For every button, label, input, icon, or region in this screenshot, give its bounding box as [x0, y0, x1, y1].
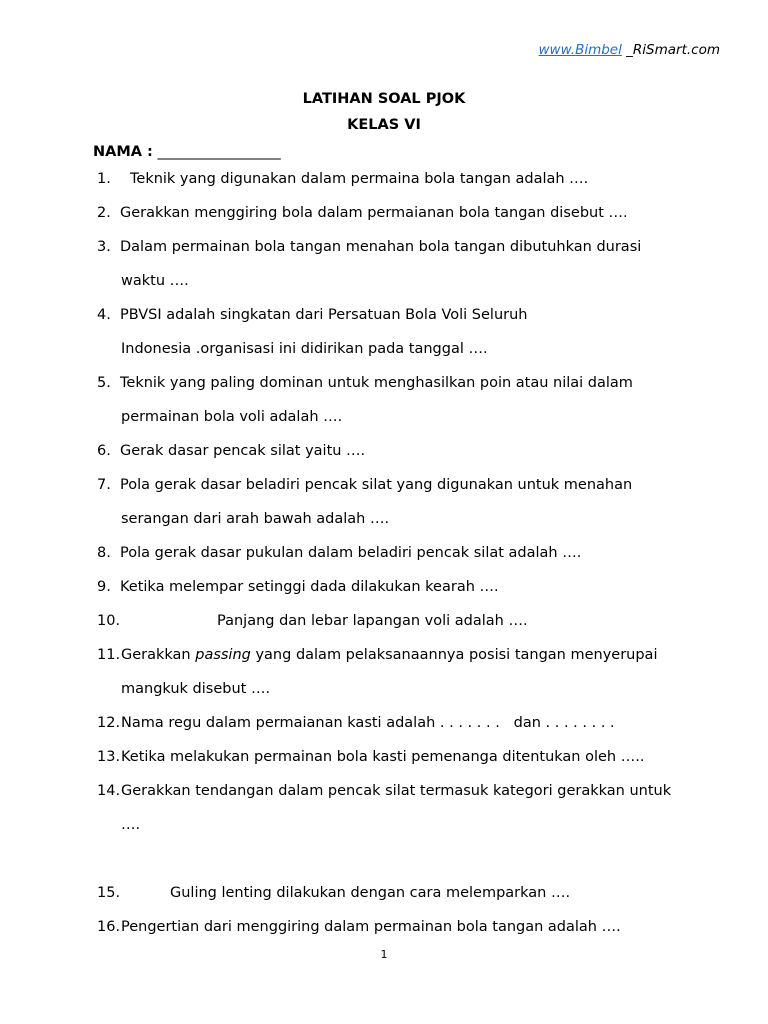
question-11-continuation: mangkuk disebut ….: [121, 681, 271, 697]
page-number: 1: [380, 948, 388, 961]
question-text: Gerakkan tendangan dalam pencak silat termasuk kategori gerakkan untuk: [121, 783, 672, 799]
question-number: 5.: [97, 375, 111, 391]
website-link[interactable]: www.Bimbel: [538, 42, 622, 58]
question-text: PBVSI adalah singkatan dari Persatuan Bola Voli Seluruh: [120, 307, 528, 323]
question-text: Ketika melempar setinggi dada dilakukan kearah ….: [120, 579, 499, 595]
question-number: 13.: [97, 749, 121, 765]
website-suffix: _RiSmart.com: [621, 42, 720, 58]
question-5-continuation: permainan bola voli adalah ….: [121, 409, 343, 425]
question-text: Pengertian dari menggiring dalam permainan bola tangan adalah ….: [121, 919, 621, 935]
name-blank: _________________: [152, 144, 281, 160]
name-field: [93, 144, 281, 160]
question-number: 1.: [97, 171, 111, 187]
question-text: Pola gerak dasar beladiri pencak silat yang digunakan untuk menahan: [120, 477, 633, 493]
question-number: 15.: [97, 885, 121, 901]
question-number: 3.: [97, 239, 111, 255]
question-number: 8.: [97, 545, 111, 561]
question-number: 6.: [97, 443, 111, 459]
question-3-continuation: waktu ….: [121, 273, 189, 289]
question-text: Gerak dasar pencak silat yaitu ….: [120, 443, 366, 459]
question-7-continuation: serangan dari arah bawah adalah ….: [121, 511, 390, 527]
question-14-continuation: ….: [121, 817, 141, 833]
question-4-continuation: Indonesia .organisasi ini didirikan pada tanggal ….: [121, 341, 488, 357]
question-text-part: yang dalam pelaksanaannya posisi tangan menyerupai: [250, 647, 658, 663]
question-number: 9.: [97, 579, 111, 595]
question-number: 2.: [97, 205, 111, 221]
question-text: Dalam permainan bola tangan menahan bola tangan dibutuhkan durasi: [120, 239, 642, 255]
question-text: Teknik yang digunakan dalam permaina bola tangan adalah ….: [130, 171, 589, 187]
question-number: 7.: [97, 477, 111, 493]
question-text: Ketika melakukan permainan bola kasti pemenanga ditentukan oleh …..: [121, 749, 645, 765]
question-text: Nama regu dalam permaianan kasti adalah . . . . . . . dan . . . . . . . .: [121, 715, 615, 731]
question-text: Gerakkan menggiring bola dalam permaianan bola tangan disebut ….: [120, 205, 628, 221]
question-text: Panjang dan lebar lapangan voli adalah ….: [217, 613, 528, 629]
question-number: 11.: [97, 647, 121, 663]
document-subtitle: KELAS VI: [347, 117, 421, 133]
header-website: [539, 42, 720, 58]
name-label: NAMA :: [93, 144, 153, 160]
question-text: Guling lenting dilakukan dengan cara melemparkan ….: [170, 885, 571, 901]
document-title: LATIHAN SOAL PJOK: [302, 91, 466, 107]
question-text: Teknik yang paling dominan untuk menghasilkan poin atau nilai dalam: [120, 375, 633, 391]
question-number: 12.: [97, 715, 121, 731]
question-number: 14.: [97, 783, 121, 799]
question-text: Pola gerak dasar pukulan dalam beladiri pencak silat adalah ….: [120, 545, 582, 561]
question-emphasis: passing: [195, 647, 251, 663]
question-number: 10.: [97, 613, 121, 629]
question-number: 16.: [97, 919, 121, 935]
question-text-part: Gerakkan: [121, 647, 196, 663]
question-number: 4.: [97, 307, 111, 323]
question-text: [121, 647, 657, 663]
